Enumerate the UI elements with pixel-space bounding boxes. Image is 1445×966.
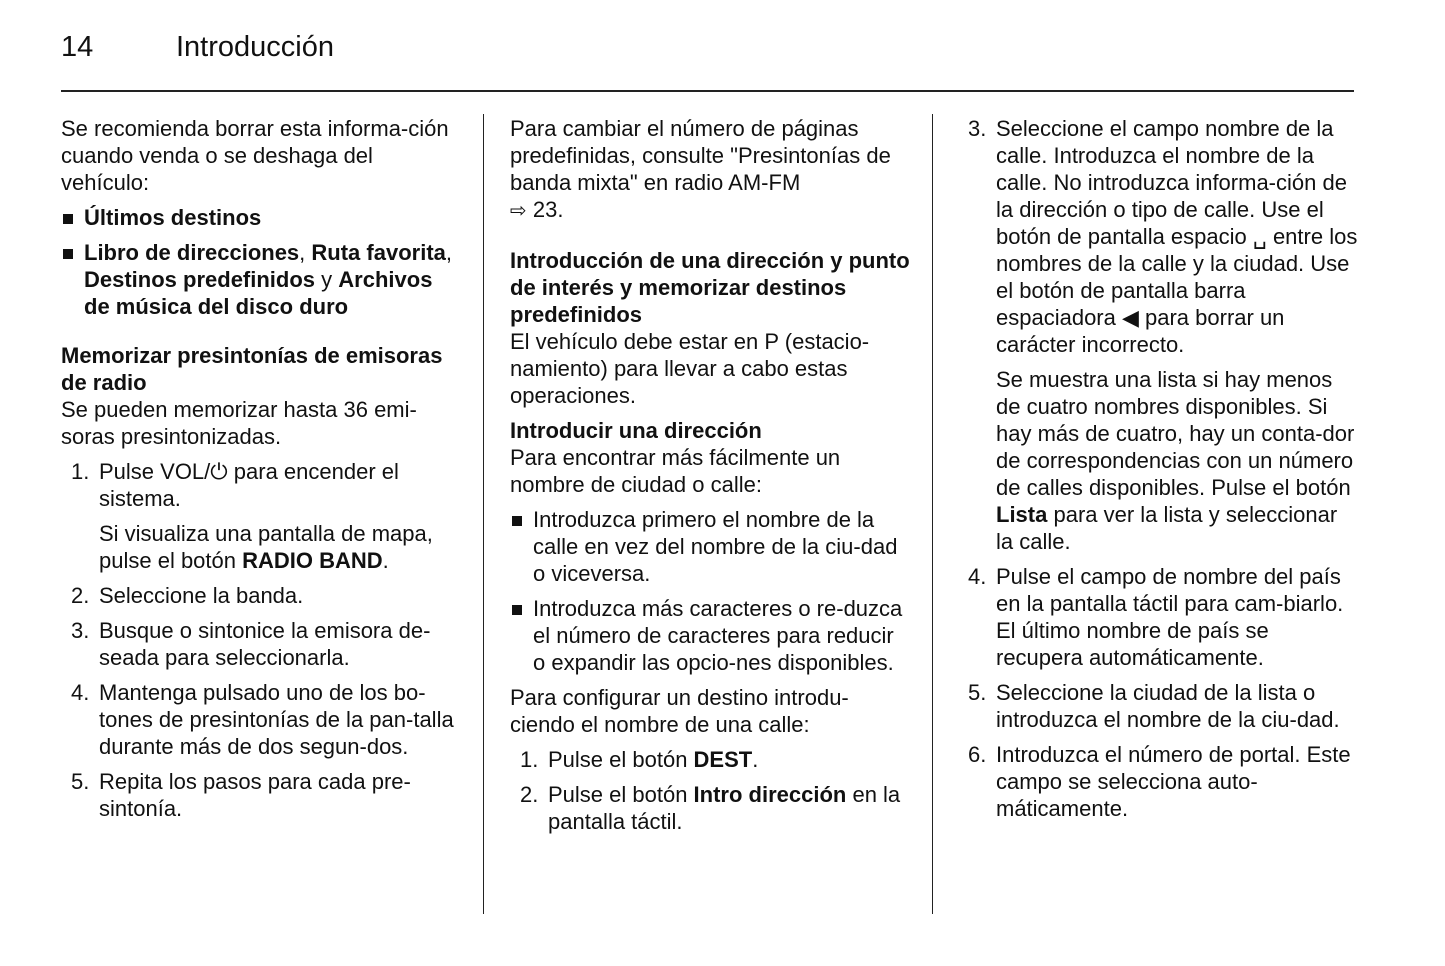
page-ref-arrow-icon: ⇨ bbox=[510, 200, 527, 222]
col1-step-3: 3. Busque o sintonice la emisora de-seada para seleccionarla. bbox=[71, 618, 431, 670]
col2-heading-1: Introducción de una dirección y punto de interés y memorizar destinos predefinidos bbox=[510, 248, 910, 327]
col2-para-3: Para configurar un destino introdu-ciendo el nombre de una calle: bbox=[510, 685, 849, 737]
col2-bullet-list bbox=[510, 506, 910, 676]
col2-heading-2: Introducir una dirección bbox=[510, 418, 762, 443]
page-number: 14 bbox=[61, 31, 94, 63]
col1-heading: Memorizar presintonías de emisoras de radio bbox=[61, 343, 443, 395]
column-divider-2 bbox=[932, 114, 933, 914]
col1-bullet-2: Libro de direcciones, Ruta favorita, Destinos predefinidos y Archivos de música del disco duro bbox=[61, 239, 461, 320]
col2-intro: Para cambiar el número de páginas predefinidas, consulte "Presintonías de banda mixta" en radio AM-FM ⇨ 23. bbox=[510, 116, 891, 222]
header-divider bbox=[61, 90, 1354, 92]
col2-step-2: 2. Pulse el botón Intro dirección en la pantalla táctil. bbox=[520, 782, 901, 834]
col3-step-5: 5. Seleccione la ciudad de la lista o introduzca el nombre de la ciu-dad. bbox=[968, 680, 1340, 732]
col1-step-2: 2. Seleccione la banda. bbox=[71, 583, 304, 608]
col3-step-6: 6. Introduzca el número de portal. Este campo se selecciona auto-máticamente. bbox=[968, 742, 1351, 821]
col2-para-2: Para encontrar más fácilmente un nombre de ciudad o calle: bbox=[510, 445, 841, 497]
col2-bullet-2: Introduzca más caracteres o re-duzca el número de caracteres para reducir o expandir las opcio-nes disponibles. bbox=[510, 595, 910, 676]
col2-steps bbox=[510, 746, 910, 835]
column-2 bbox=[510, 115, 910, 835]
column-3 bbox=[958, 115, 1358, 822]
col1-para: Se pueden memorizar hasta 36 emi-soras presintonizadas. bbox=[61, 397, 417, 449]
col2-bullet-1: Introduzca primero el nombre de la calle en vez del nombre de la ciu-dad o viceversa. bbox=[510, 506, 910, 587]
col1-steps bbox=[61, 458, 461, 822]
col1-bullet-list bbox=[61, 204, 461, 320]
col1-bullet-1: Últimos destinos bbox=[61, 204, 461, 231]
column-divider-1 bbox=[483, 114, 484, 914]
col2-step-1: 1. Pulse el botón DEST. bbox=[520, 747, 759, 772]
col1-step-4: 4. Mantenga pulsado uno de los bo-tones de presintonías de la pan-talla durante más de dos segun-dos. bbox=[71, 680, 454, 759]
col2-para-1: El vehículo debe estar en P (estacio-namiento) para llevar a cabo estas operaciones. bbox=[510, 329, 870, 408]
col3-steps bbox=[958, 115, 1358, 822]
col1-intro: Se recomienda borrar esta informa-ción cuando venda o se deshaga del vehículo: bbox=[61, 116, 449, 195]
page-title: Introducción bbox=[176, 31, 334, 63]
col3-step-4: 4. Pulse el campo de nombre del país en la pantalla táctil para cam-biarlo. El último nombre de país se recupera automáticamente. bbox=[968, 564, 1344, 670]
col1-step-5: 5. Repita los pasos para cada pre-sintonía. bbox=[71, 769, 411, 821]
column-1 bbox=[61, 115, 461, 822]
col3-step-3-note: Se muestra una lista si hay menos de cuatro nombres disponibles. Si hay más de cuatro, hay un conta-dor de correspondencias con un número de calles disponibles. Pulse el botón Lista para ver la lista y seleccionar la calle. bbox=[996, 367, 1355, 554]
col3-step-3: 3. Seleccione el campo nombre de la calle. Introduzca el nombre de la calle. No introduzca informa-ción de la dirección o tipo de calle. Use el botón de pantalla espacio ␣ entre los nombres de la calle y la ciudad. Use el botón de pantalla barra espaciadora ◀ para borrar un carácter incorrecto. Se muestra una lista si hay menos de cuatro nombres disponibles. Si hay más de cuatro, hay un conta-dor de correspondencias con un número de calles disponibles. Pulse el botón Lista para ver la lista y seleccionar la calle. bbox=[968, 116, 1358, 554]
col1-step-1-note: Si visualiza una pantalla de mapa, pulse el botón RADIO BAND. bbox=[99, 521, 433, 573]
col1-step-1: 1. Pulse VOL/⏻ para encender el sistema. Si visualiza una pantalla de mapa, pulse el botón RADIO BAND. bbox=[61, 458, 461, 574]
